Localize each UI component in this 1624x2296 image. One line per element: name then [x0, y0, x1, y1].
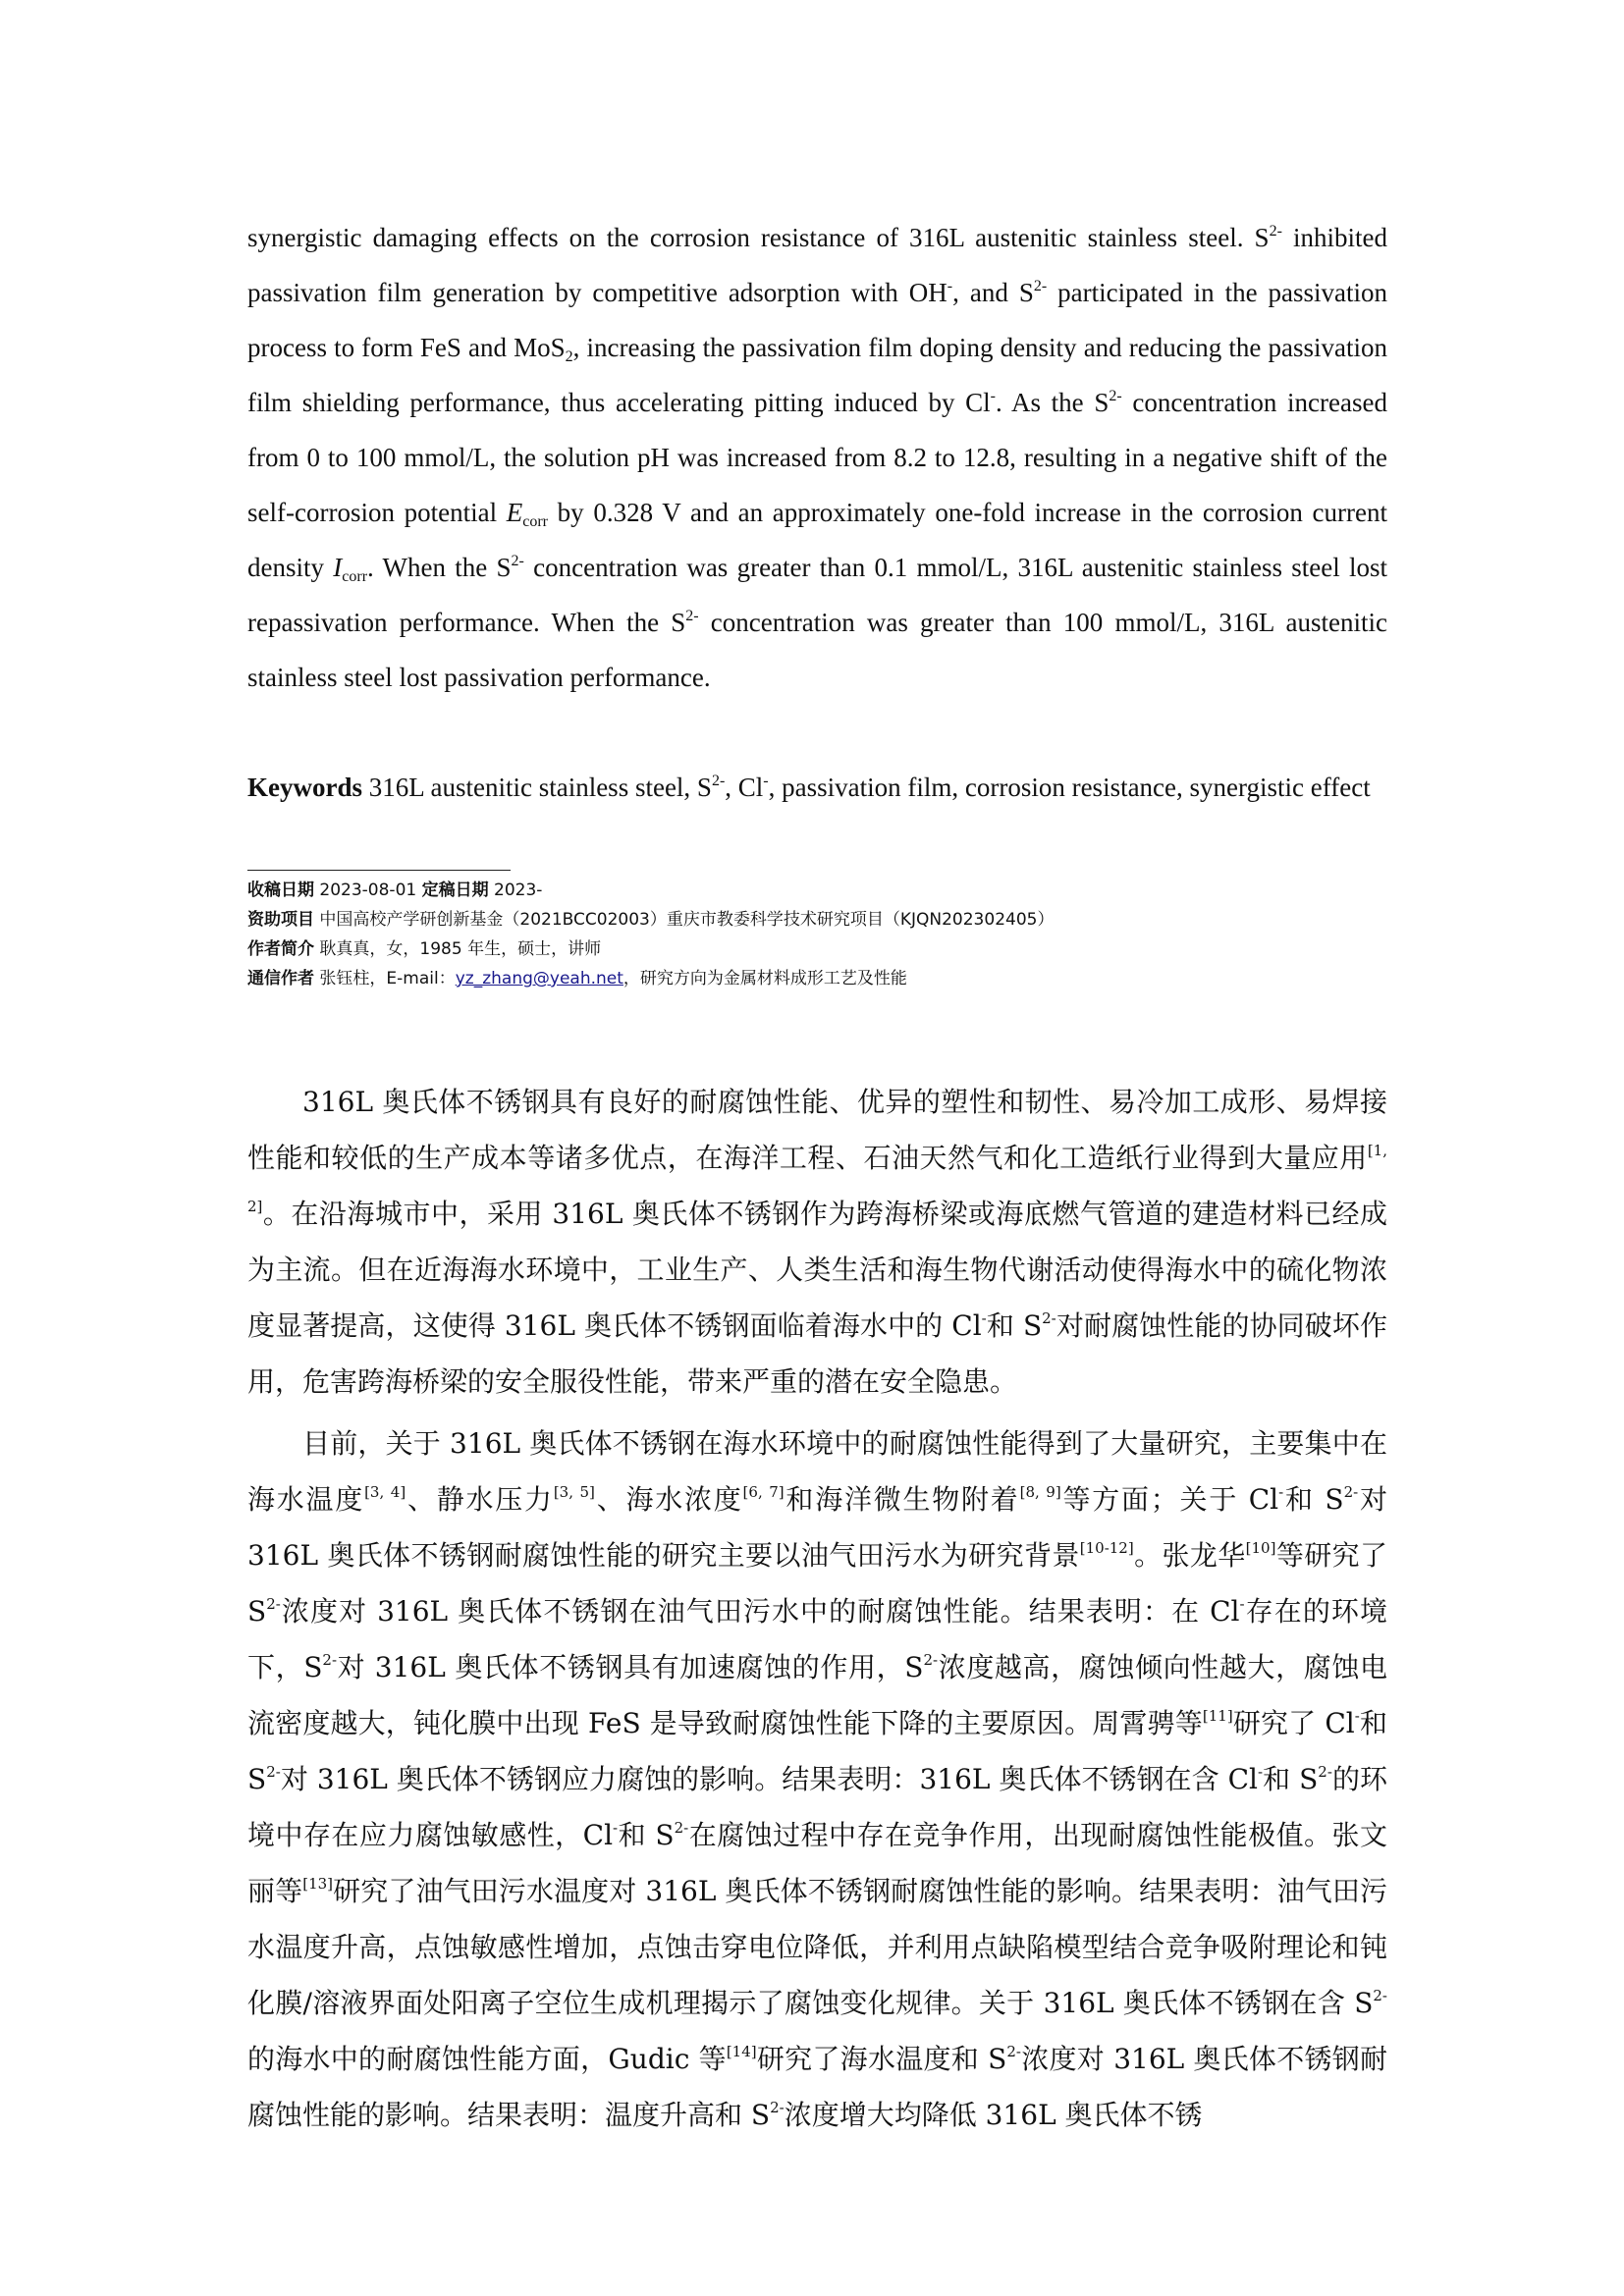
abstract-text: inhibited passivation film generation by competitive adsorption with OH: [247, 223, 1387, 307]
body-text-run: 、静水压力: [406, 1483, 554, 1516]
accepted-label: 定稿日期: [421, 881, 489, 900]
body-text-run: 等研究了 S: [247, 1539, 1387, 1628]
footnote-divider: [247, 870, 511, 871]
superscript: 2-: [1373, 1987, 1387, 2004]
abstract-text: participated in the passivation process to form FeS and MoS: [247, 278, 1388, 362]
superscript: 2-: [685, 608, 699, 624]
body-text-run: 的环境中存在应力腐蚀敏感性，Cl: [247, 1763, 1387, 1851]
footnotes: [247, 876, 1387, 993]
abstract-text: concentration increased from 0 to 100 mmol/L, the solution pH was increased from 8.2 to 12.8, resulting in a negative shift of the self-corrosion potential: [247, 388, 1387, 527]
funding-value: 中国高校产学研创新基金（2021BCC02003）重庆市教委科学技术研究项目（KJQN202302405）: [319, 910, 1055, 930]
citation-ref: [6, 7]: [742, 1483, 785, 1501]
abstract-text: . When the S: [367, 553, 512, 582]
superscript: -: [1278, 1483, 1284, 1501]
body-text-run: 对 316L 奥氏体不锈钢应力腐蚀的影响。结果表明：316L 奥氏体不锈钢在含 Cl: [280, 1763, 1259, 1795]
subscript: 2: [565, 348, 573, 365]
body-paragraph-2: [247, 1415, 1387, 2143]
superscript: 2-: [1109, 388, 1122, 404]
funding-label: 资助项目: [247, 910, 314, 930]
body-text-run: 目前，关于 316L 奥氏体不锈钢在海水环境中的耐腐蚀性能得到了大量研究，主要集中在海水温度: [247, 1427, 1387, 1516]
body-text-run: 。在沿海城市中，采用 316L 奥氏体不锈钢作为跨海桥梁或海底燃气管道的建造材料已经成为主流。但在近海海水环境中，工业生产、人类生活和海生物代谢活动使得海水中的硫化物浓度显著提高，这使得 316L 奥氏体不锈钢面临着海水中的 Cl: [247, 1198, 1387, 1342]
accepted-value: 2023-: [494, 881, 543, 900]
body-text-run: 研究了 Cl: [1232, 1707, 1355, 1739]
superscript: 2-: [1343, 1483, 1359, 1501]
superscript: 2-: [266, 1763, 281, 1781]
icorr-symbol: I: [333, 553, 343, 582]
body-text-run: 浓度对 316L 奥氏体不锈钢耐腐蚀性能的影响。结果表明：温度升高和 S: [247, 2043, 1387, 2131]
abstract-text: concentration was greater than 100 mmol/L, 316L austenitic stainless steel lost passivation performance.: [247, 608, 1387, 692]
body-text-run: 和 S: [247, 1707, 1387, 1795]
corresponding-name: 张钰柱，E-mail：: [319, 969, 456, 988]
superscript: 2-: [1318, 1763, 1332, 1781]
abstract-text: concentration was greater than 0.1 mmol/L, 316L austenitic stainless steel lost repassivation performance. When the S: [247, 553, 1388, 637]
citation-ref: [3, 5]: [553, 1483, 595, 1501]
superscript: 2-: [322, 1651, 338, 1669]
superscript: 2-: [770, 2099, 785, 2116]
body-text-run: 研究了海水温度和 S: [756, 2043, 1007, 2075]
citation-ref: [8, 9]: [1019, 1483, 1061, 1501]
body-text-run: 对耐腐蚀性能的协同破坏作用，危害跨海桥梁的安全服役性能，带来严重的潜在安全隐患。: [247, 1309, 1387, 1398]
email-link[interactable]: yz_zhang@yeah.net: [455, 969, 623, 988]
keywords-label: Keywords: [247, 773, 362, 802]
citation-ref: [13]: [302, 1875, 334, 1893]
body-text-run: 研究了油气田污水温度对 316L 奥氏体不锈钢耐腐蚀性能的影响。结果表明：油气田污水温度升高，点蚀敏感性增加，点蚀击穿电位降低，并利用点缺陷模型结合竞争吸附理论和钝化膜/溶液界面处阳离子空位生成机理揭示了腐蚀变化规律。关于 316L 奥氏体不锈钢在含 S: [247, 1875, 1387, 2019]
superscript: 2-: [711, 773, 726, 789]
body-text-run: 对 316L 奥氏体不锈钢具有加速腐蚀的作用，S: [337, 1651, 924, 1683]
superscript: -: [947, 278, 953, 294]
author-value: 耿真真，女，1985 年生，硕士，讲师: [319, 939, 602, 959]
body-text-run: 和 S: [1263, 1763, 1319, 1795]
body-text-run: 浓度对 316L 奥氏体不锈钢在油气田污水中的耐腐蚀性能。结果表明：在 Cl: [280, 1595, 1240, 1628]
superscript: -: [1258, 1763, 1264, 1781]
body-text-run: 和 S: [986, 1309, 1043, 1342]
body-text-run: 和 S: [1283, 1483, 1344, 1516]
body-text-run: 存在的环境下，S: [247, 1595, 1387, 1683]
citation-ref: [11]: [1202, 1707, 1233, 1725]
superscript: -: [613, 1819, 619, 1837]
body-text-run: 316L 奥氏体不锈钢具有良好的耐腐蚀性能、优异的塑性和韧性、易冷加工成形、易焊接性能和较低的生产成本等诸多优点，在海洋工程、石油天然气和化工造纸行业得到大量应用: [247, 1086, 1387, 1174]
footnote-corresponding: [247, 964, 1387, 993]
citation-ref: [14]: [726, 2043, 757, 2060]
superscript: -: [763, 773, 769, 789]
superscript: -: [1354, 1707, 1360, 1725]
abstract-paragraph: [247, 210, 1387, 705]
subscript: corr: [342, 568, 368, 585]
corresponding-research: ，研究方向为金属材料成形工艺及性能: [623, 969, 907, 988]
citation-ref: [10]: [1245, 1539, 1276, 1557]
keywords-text: , passivation film, corrosion resistance, synergistic effect: [768, 773, 1371, 802]
body-text-run: 对 316L 奥氏体不锈钢耐腐蚀性能的研究主要以油气田污水为研究背景: [247, 1483, 1388, 1572]
footnote-author: [247, 934, 1387, 964]
abstract-text: , and S: [952, 278, 1034, 307]
superscript: 2-: [1042, 1309, 1056, 1327]
body-text-run: 浓度增大均降低 316L 奥氏体不锈: [784, 2099, 1203, 2131]
keywords-text: , Cl: [725, 773, 764, 802]
received-value: 2023-08-01: [319, 881, 417, 900]
keywords-text: 316L austenitic stainless steel, S: [362, 773, 712, 802]
abstract-text: . As the S: [996, 388, 1110, 417]
body-text-run: 。张龙华: [1133, 1539, 1246, 1572]
superscript: -: [990, 388, 996, 404]
ecorr-symbol: E: [506, 498, 523, 527]
superscript: -: [981, 1309, 987, 1327]
body-text: [247, 1074, 1387, 2149]
author-label: 作者简介: [247, 939, 314, 959]
citation-ref: [10-12]: [1079, 1539, 1134, 1557]
superscript: 2-: [674, 1819, 689, 1837]
body-text-run: 等方面；关于 Cl: [1060, 1483, 1279, 1516]
received-label: 收稿日期: [247, 881, 314, 900]
footnote-funding: [247, 905, 1387, 934]
superscript: 2-: [1033, 278, 1048, 294]
superscript: 2-: [923, 1651, 939, 1669]
superscript: 2-: [266, 1595, 281, 1613]
body-text-run: 浓度越高，腐蚀倾向性越大，腐蚀电流密度越大，钝化膜中出现 FeS 是导致耐腐蚀性能下降的主要原因。周霄骋等: [247, 1651, 1387, 1739]
abstract-text: , increasing the passivation film doping density and reducing the passivation film shielding performance, thus accelerating pitting induced by Cl: [247, 333, 1387, 417]
body-text-run: 的海水中的耐腐蚀性能方面，Gudic 等: [247, 2043, 727, 2075]
superscript: 2-: [1006, 2043, 1021, 2060]
abstract-text: synergistic damaging effects on the corrosion resistance of 316L austenitic stainless steel. S: [247, 223, 1270, 252]
body-text-run: 和海洋微生物附着: [784, 1483, 1020, 1516]
citation-ref: [3, 4]: [364, 1483, 406, 1501]
body-text-run: 、海水浓度: [594, 1483, 743, 1516]
subscript: corr: [522, 513, 549, 530]
superscript: -: [1239, 1595, 1245, 1613]
body-text-run: 在腐蚀过程中存在竞争作用，出现耐腐蚀性能极值。张文丽等: [247, 1819, 1387, 1907]
footnote-dates: [247, 876, 1387, 905]
citation-ref: [1, 2]: [247, 1142, 1387, 1215]
superscript: 2-: [511, 553, 524, 569]
body-paragraph-1: [247, 1074, 1387, 1410]
abstract-text: by 0.328 V and an approximately one-fold increase in the corrosion current density: [247, 498, 1387, 582]
body-text-run: 和 S: [618, 1819, 675, 1851]
superscript: 2-: [1269, 223, 1282, 240]
keywords-paragraph: [247, 760, 1387, 815]
corresponding-label: 通信作者: [247, 969, 314, 988]
